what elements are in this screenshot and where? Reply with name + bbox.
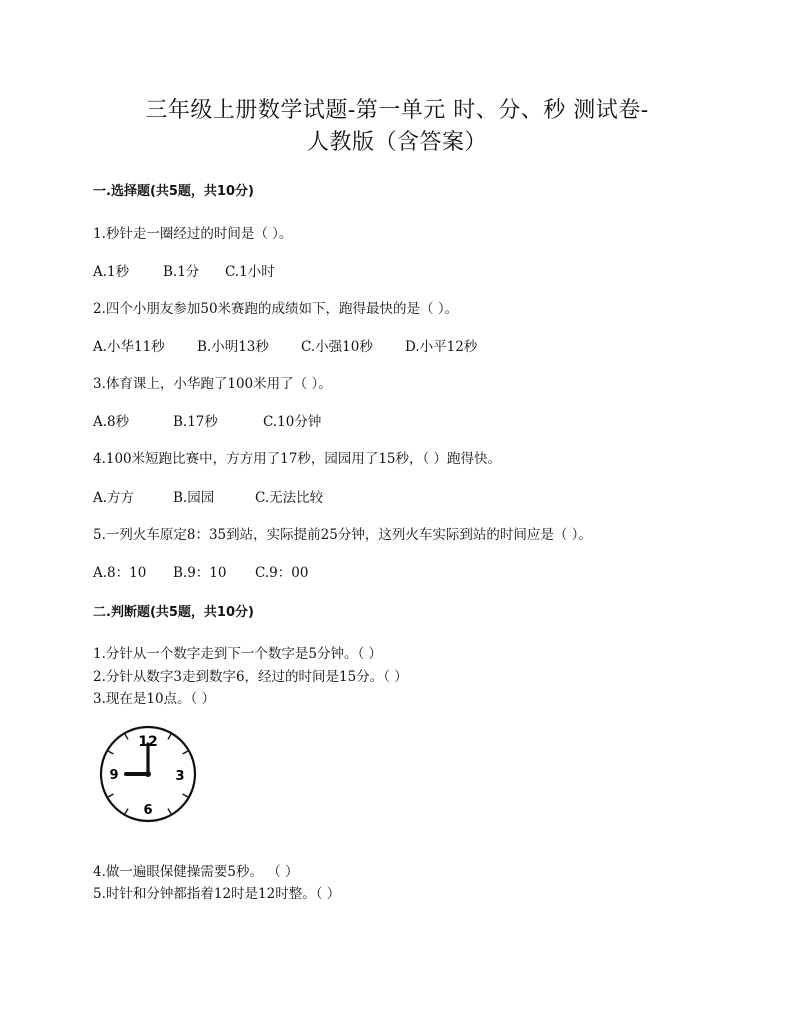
option: C.无法比较 bbox=[255, 490, 324, 506]
section1-heading: 一.选择题(共5题，共10分) bbox=[93, 184, 254, 199]
question-2-4: 4.做一遍眼保健操需要5秒。 （ ） bbox=[93, 864, 299, 880]
option: A.1秒 bbox=[93, 264, 130, 280]
question-1-3: 3.体育课上，小华跑了100米用了（ ）。 bbox=[93, 376, 332, 392]
clock-numeral-3: 3 bbox=[175, 769, 185, 784]
option: C.9：00 bbox=[255, 565, 309, 581]
option: C.1小时 bbox=[225, 264, 275, 280]
question-1-1: 1.秒针走一圈经过的时间是（ ）。 bbox=[93, 226, 293, 242]
options-1-1 bbox=[93, 260, 275, 280]
option: A.方方 bbox=[93, 490, 135, 506]
options-1-3 bbox=[93, 410, 321, 430]
question-1-4: 4.100米短跑比赛中，方方用了17秒，园园用了15秒，（ ）跑得快。 bbox=[93, 451, 502, 467]
clock-tick bbox=[183, 751, 188, 754]
clock-tick bbox=[168, 734, 171, 739]
question-2-1: 1.分针从一个数字走到下一个数字是5分钟。（ ） bbox=[93, 646, 383, 662]
option: B.园园 bbox=[173, 490, 215, 506]
option: C.10分钟 bbox=[263, 414, 322, 430]
clock-center bbox=[145, 771, 151, 777]
options-1-2 bbox=[93, 335, 477, 355]
question-2-3: 3.现在是10点。（ ） bbox=[93, 691, 216, 707]
clock-tick bbox=[125, 809, 128, 814]
clock-numeral-6: 6 bbox=[143, 803, 153, 818]
clock-tick bbox=[125, 734, 128, 739]
page-title-line1: 三年级上册数学试题-第一单元 时、分、秒 测试卷- bbox=[145, 98, 649, 123]
clock-tick bbox=[183, 794, 188, 797]
option: A.8：10 bbox=[93, 565, 147, 581]
section2-heading: 二.判断题(共5题，共10分) bbox=[93, 605, 254, 620]
clock-tick bbox=[108, 751, 113, 754]
option: B.9：10 bbox=[173, 565, 227, 581]
options-1-5 bbox=[93, 561, 308, 581]
clock-tick bbox=[168, 809, 171, 814]
option: B.17秒 bbox=[173, 414, 218, 430]
option: B.1分 bbox=[163, 264, 200, 280]
clock-tick bbox=[108, 794, 113, 797]
question-2-5: 5.时针和分钟都指着12时是12时整。（ ） bbox=[93, 886, 341, 902]
page-title-line2: 人教版（含答案） bbox=[306, 130, 487, 155]
question-1-2: 2.四个小朋友参加50米赛跑的成绩如下，跑得最快的是（ ）。 bbox=[93, 301, 459, 317]
question-2-2: 2.分针从数字3走到数字6，经过的时间是15分。（ ） bbox=[93, 669, 408, 685]
option: D.小平12秒 bbox=[405, 339, 478, 355]
clock-face bbox=[98, 724, 198, 824]
clock-numeral-9: 9 bbox=[109, 768, 119, 783]
clock-numeral-12: 12 bbox=[138, 734, 158, 750]
question-1-5: 5.一列火车原定8：35到站，实际提前25分钟，这列火车实际到站的时间应是（ ）。 bbox=[93, 527, 592, 543]
option: B.小明13秒 bbox=[197, 339, 269, 355]
option: A.8秒 bbox=[93, 414, 130, 430]
options-1-4 bbox=[93, 486, 323, 506]
option: A.小华11秒 bbox=[93, 339, 165, 355]
option: C.小强10秒 bbox=[301, 339, 373, 355]
